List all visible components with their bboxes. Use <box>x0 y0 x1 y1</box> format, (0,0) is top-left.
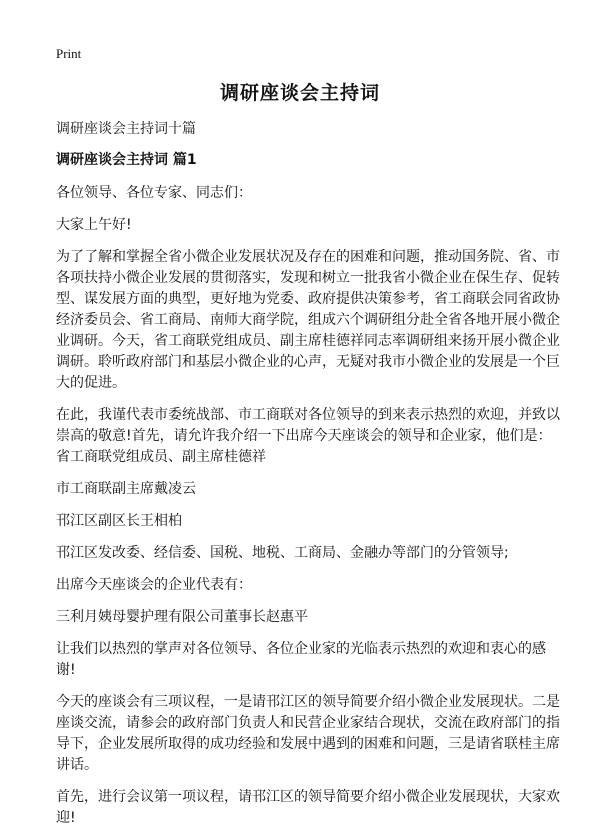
paragraph-agenda: 今天的座谈会有三项议程，一是请邗江区的领导简要介绍小微企业发展现状。二是座谈交流，请参会的政府部门负责人和民营企业家结合现状，交流在政府部门的指导下，企业发展所取得的成功经验和发展中遇到的困难和问题，三是请省联桂主席讲话。 <box>56 694 560 773</box>
page-title: 调研座谈会主持词 <box>219 82 380 104</box>
document-subtitle: 调研座谈会主持词十篇 <box>56 121 196 137</box>
section-heading: 调研座谈会主持词 篇1 <box>56 152 197 168</box>
paragraph-welcome: 在此，我谨代表市委统战部、市工商联对各位领导的到来表示热烈的欢迎，并致以崇高的敬意!首先，请允许我介绍一下出席今天座谈会的领导和企业家，他们是： <box>56 407 560 444</box>
paragraph-enterprise-intro: 出席今天座谈会的企业代表有： <box>56 577 252 593</box>
document-body <box>56 119 560 840</box>
paragraph-morning: 大家上午好! <box>56 217 132 233</box>
print-label[interactable]: Print <box>56 46 82 61</box>
attendee-item: 三利月姨母婴护理有限公司董事长赵惠平 <box>56 609 308 625</box>
attendee-item: 市工商联副主席戴凌云 <box>56 481 196 497</box>
attendee-item: 邗江区发改委、经信委、国税、地税、工商局、金融办等部门的分管领导; <box>56 545 509 561</box>
paragraph-greeting: 各位领导、各位专家、同志们： <box>56 185 252 201</box>
paragraph-purpose: 为了了解和掌握全省小微企业发展状况及存在的困难和问题，推动国务院、省、市各项扶持小微企业发展的贯彻落实，发现和树立一批我省小微企业在保生存、促转型、谋发展方面的典型，更好地为党委、政府提供决策参考，省工商联会同省政协经济委员会、省工商局、南师大商学院，组成六个调研组分赴全省各地开展小微企业调研。今天，省工商联党组成员、副主席桂德祥同志率调研组来扬开展小微企业调研。聆听政府部门和基层小微企业的心声，无疑对我市小微企业的发展是一个巨大的促进。 <box>56 249 560 391</box>
attendee-item: 邗江区副区长王相柏 <box>56 513 182 529</box>
attendee-item: 省工商联党组成员、副主席桂德祥 <box>56 449 266 465</box>
paragraph-first-item: 首先，进行会议第一项议程，请邗江区的领导简要介绍小微企业发展现状，大家欢迎! <box>56 789 560 826</box>
paragraph-applause: 让我们以热烈的掌声对各位领导、各位企业家的光临表示热烈的欢迎和衷心的感谢! <box>56 641 546 678</box>
